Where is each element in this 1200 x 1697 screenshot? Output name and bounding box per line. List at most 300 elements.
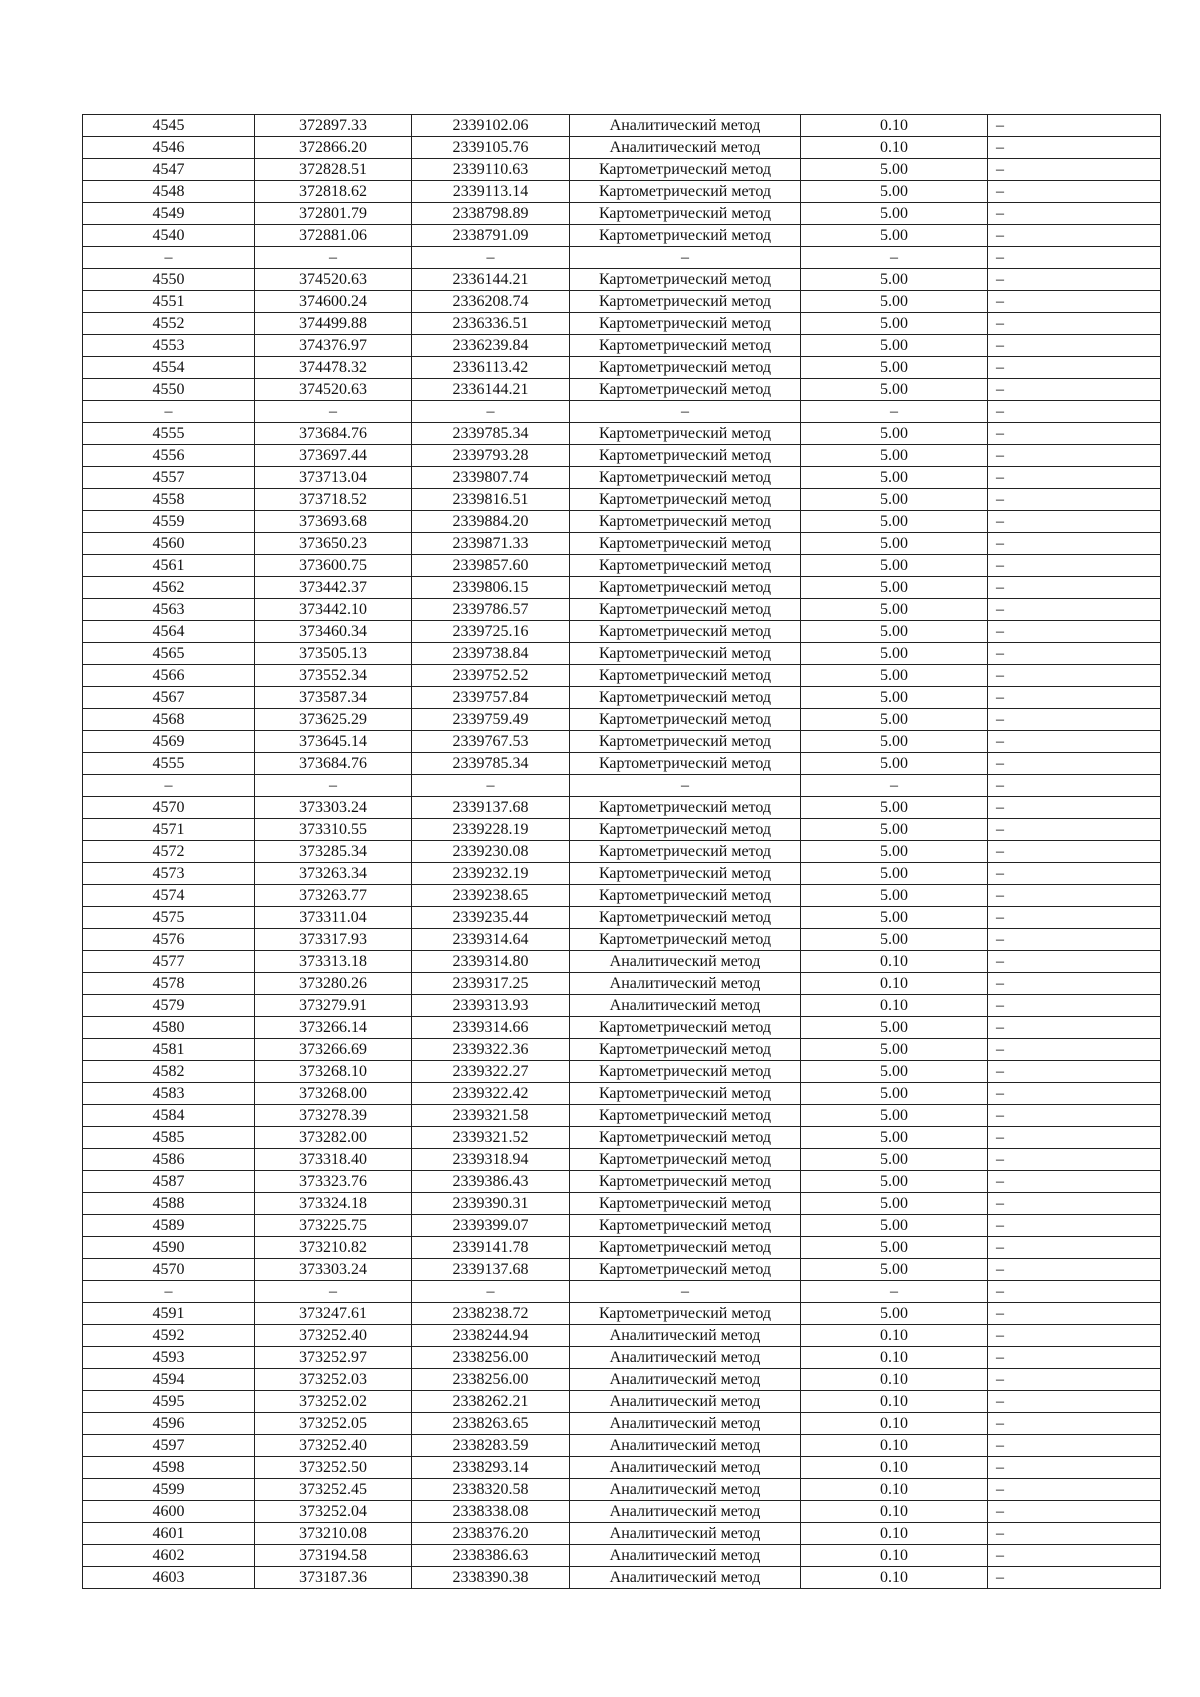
note-cell: – bbox=[988, 1325, 1161, 1347]
note-cell: – bbox=[988, 1303, 1161, 1325]
point-number-cell: 4585 bbox=[83, 1127, 255, 1149]
accuracy-cell: 5.00 bbox=[801, 203, 988, 225]
x-coordinate-cell: 372828.51 bbox=[255, 159, 412, 181]
accuracy-cell: 0.10 bbox=[801, 973, 988, 995]
point-number-cell: 4591 bbox=[83, 1303, 255, 1325]
table-row bbox=[83, 863, 1161, 885]
accuracy-cell: 5.00 bbox=[801, 269, 988, 291]
y-coordinate-cell: – bbox=[412, 1281, 570, 1303]
accuracy-cell: 5.00 bbox=[801, 1259, 988, 1281]
point-number-cell: 4549 bbox=[83, 203, 255, 225]
method-cell: Картометрический метод bbox=[570, 863, 801, 885]
method-cell: Картометрический метод bbox=[570, 1127, 801, 1149]
table-row bbox=[83, 1369, 1161, 1391]
accuracy-cell: 5.00 bbox=[801, 291, 988, 313]
x-coordinate-cell: 373263.77 bbox=[255, 885, 412, 907]
table-row bbox=[83, 1237, 1161, 1259]
note-cell: – bbox=[988, 335, 1161, 357]
y-coordinate-cell: 2338320.58 bbox=[412, 1479, 570, 1501]
accuracy-cell: 5.00 bbox=[801, 1039, 988, 1061]
method-cell: Аналитический метод bbox=[570, 1545, 801, 1567]
x-coordinate-cell: 373252.03 bbox=[255, 1369, 412, 1391]
note-cell: – bbox=[988, 841, 1161, 863]
note-cell: – bbox=[988, 1347, 1161, 1369]
x-coordinate-cell: 372818.62 bbox=[255, 181, 412, 203]
table-row bbox=[83, 753, 1161, 775]
point-number-cell: 4563 bbox=[83, 599, 255, 621]
method-cell: Картометрический метод bbox=[570, 269, 801, 291]
point-number-cell: 4588 bbox=[83, 1193, 255, 1215]
x-coordinate-cell: 373718.52 bbox=[255, 489, 412, 511]
method-cell: Аналитический метод bbox=[570, 1347, 801, 1369]
table-row bbox=[83, 1105, 1161, 1127]
method-cell: Аналитический метод bbox=[570, 1501, 801, 1523]
table-row bbox=[83, 1501, 1161, 1523]
table-row bbox=[83, 885, 1161, 907]
point-number-cell: 4579 bbox=[83, 995, 255, 1017]
y-coordinate-cell: 2338262.21 bbox=[412, 1391, 570, 1413]
note-cell: – bbox=[988, 951, 1161, 973]
note-cell: – bbox=[988, 973, 1161, 995]
point-number-cell: 4575 bbox=[83, 907, 255, 929]
point-number-cell: – bbox=[83, 1281, 255, 1303]
x-coordinate-cell: 373268.10 bbox=[255, 1061, 412, 1083]
table-row bbox=[83, 1083, 1161, 1105]
note-cell: – bbox=[988, 1237, 1161, 1259]
note-cell: – bbox=[988, 1567, 1161, 1589]
table-row bbox=[83, 1259, 1161, 1281]
note-cell: – bbox=[988, 1083, 1161, 1105]
point-number-cell: 4550 bbox=[83, 269, 255, 291]
method-cell: Картометрический метод bbox=[570, 1237, 801, 1259]
x-coordinate-cell: 373279.91 bbox=[255, 995, 412, 1017]
note-cell: – bbox=[988, 731, 1161, 753]
accuracy-cell: 5.00 bbox=[801, 1017, 988, 1039]
method-cell: Аналитический метод bbox=[570, 951, 801, 973]
x-coordinate-cell: 373187.36 bbox=[255, 1567, 412, 1589]
accuracy-cell: 5.00 bbox=[801, 819, 988, 841]
note-cell: – bbox=[988, 599, 1161, 621]
accuracy-cell: 0.10 bbox=[801, 995, 988, 1017]
note-cell: – bbox=[988, 489, 1161, 511]
table-row bbox=[83, 1523, 1161, 1545]
method-cell: Картометрический метод bbox=[570, 511, 801, 533]
x-coordinate-cell: 373210.08 bbox=[255, 1523, 412, 1545]
note-cell: – bbox=[988, 511, 1161, 533]
method-cell: Картометрический метод bbox=[570, 445, 801, 467]
x-coordinate-cell: 374600.24 bbox=[255, 291, 412, 313]
accuracy-cell: 5.00 bbox=[801, 533, 988, 555]
note-cell: – bbox=[988, 357, 1161, 379]
y-coordinate-cell: 2338256.00 bbox=[412, 1347, 570, 1369]
note-cell: – bbox=[988, 1413, 1161, 1435]
x-coordinate-cell: 373323.76 bbox=[255, 1171, 412, 1193]
accuracy-cell: 5.00 bbox=[801, 599, 988, 621]
point-number-cell: 4551 bbox=[83, 291, 255, 313]
note-cell: – bbox=[988, 1061, 1161, 1083]
x-coordinate-cell: 373285.34 bbox=[255, 841, 412, 863]
note-cell: – bbox=[988, 1259, 1161, 1281]
y-coordinate-cell: 2339785.34 bbox=[412, 753, 570, 775]
y-coordinate-cell: 2339137.68 bbox=[412, 1259, 570, 1281]
point-number-cell: 4555 bbox=[83, 753, 255, 775]
method-cell: Аналитический метод bbox=[570, 1413, 801, 1435]
coordinates-table-body bbox=[83, 115, 1161, 1589]
table-row bbox=[83, 335, 1161, 357]
note-cell: – bbox=[988, 467, 1161, 489]
x-coordinate-cell: 373442.37 bbox=[255, 577, 412, 599]
table-row bbox=[83, 555, 1161, 577]
x-coordinate-cell: 373263.34 bbox=[255, 863, 412, 885]
x-coordinate-cell: 374478.32 bbox=[255, 357, 412, 379]
accuracy-cell: 0.10 bbox=[801, 1435, 988, 1457]
point-number-cell: 4587 bbox=[83, 1171, 255, 1193]
table-row bbox=[83, 137, 1161, 159]
method-cell: Аналитический метод bbox=[570, 1523, 801, 1545]
table-row bbox=[83, 159, 1161, 181]
point-number-cell: 4603 bbox=[83, 1567, 255, 1589]
table-row bbox=[83, 313, 1161, 335]
table-row bbox=[83, 643, 1161, 665]
table-row bbox=[83, 181, 1161, 203]
accuracy-cell: 5.00 bbox=[801, 577, 988, 599]
table-row bbox=[83, 665, 1161, 687]
point-number-cell: 4580 bbox=[83, 1017, 255, 1039]
method-cell: Аналитический метод bbox=[570, 1325, 801, 1347]
table-row bbox=[83, 1545, 1161, 1567]
table-row bbox=[83, 951, 1161, 973]
point-number-cell: 4546 bbox=[83, 137, 255, 159]
note-cell: – bbox=[988, 885, 1161, 907]
point-number-cell: 4561 bbox=[83, 555, 255, 577]
y-coordinate-cell: 2339314.64 bbox=[412, 929, 570, 951]
table-row bbox=[83, 511, 1161, 533]
accuracy-cell: 5.00 bbox=[801, 841, 988, 863]
x-coordinate-cell: 372881.06 bbox=[255, 225, 412, 247]
method-cell: Картометрический метод bbox=[570, 841, 801, 863]
note-cell: – bbox=[988, 379, 1161, 401]
note-cell: – bbox=[988, 1039, 1161, 1061]
accuracy-cell: 0.10 bbox=[801, 951, 988, 973]
y-coordinate-cell: 2339322.27 bbox=[412, 1061, 570, 1083]
point-number-cell: 4574 bbox=[83, 885, 255, 907]
point-number-cell: 4570 bbox=[83, 1259, 255, 1281]
y-coordinate-cell: 2339738.84 bbox=[412, 643, 570, 665]
table-row bbox=[83, 1347, 1161, 1369]
accuracy-cell: 0.10 bbox=[801, 1545, 988, 1567]
accuracy-cell: 0.10 bbox=[801, 115, 988, 137]
method-cell: – bbox=[570, 775, 801, 797]
method-cell: Картометрический метод bbox=[570, 709, 801, 731]
y-coordinate-cell: 2336239.84 bbox=[412, 335, 570, 357]
point-number-cell: 4570 bbox=[83, 797, 255, 819]
method-cell: Картометрический метод bbox=[570, 555, 801, 577]
accuracy-cell: 5.00 bbox=[801, 687, 988, 709]
table-row bbox=[83, 1149, 1161, 1171]
y-coordinate-cell: 2339725.16 bbox=[412, 621, 570, 643]
point-number-cell: 4581 bbox=[83, 1039, 255, 1061]
table-row bbox=[83, 401, 1161, 423]
point-number-cell: 4602 bbox=[83, 1545, 255, 1567]
method-cell: Картометрический метод bbox=[570, 885, 801, 907]
x-coordinate-cell: 373247.61 bbox=[255, 1303, 412, 1325]
method-cell: Картометрический метод bbox=[570, 1215, 801, 1237]
note-cell: – bbox=[988, 225, 1161, 247]
x-coordinate-cell: 373587.34 bbox=[255, 687, 412, 709]
y-coordinate-cell: 2339806.15 bbox=[412, 577, 570, 599]
method-cell: Аналитический метод bbox=[570, 115, 801, 137]
y-coordinate-cell: 2338798.89 bbox=[412, 203, 570, 225]
accuracy-cell: 5.00 bbox=[801, 1061, 988, 1083]
table-row bbox=[83, 599, 1161, 621]
accuracy-cell: 5.00 bbox=[801, 907, 988, 929]
note-cell: – bbox=[988, 1435, 1161, 1457]
method-cell: Картометрический метод bbox=[570, 313, 801, 335]
x-coordinate-cell: 373324.18 bbox=[255, 1193, 412, 1215]
note-cell: – bbox=[988, 313, 1161, 335]
y-coordinate-cell: 2336144.21 bbox=[412, 269, 570, 291]
table-row bbox=[83, 731, 1161, 753]
y-coordinate-cell: 2339759.49 bbox=[412, 709, 570, 731]
point-number-cell: 4567 bbox=[83, 687, 255, 709]
accuracy-cell: 5.00 bbox=[801, 423, 988, 445]
table-row bbox=[83, 709, 1161, 731]
accuracy-cell: 5.00 bbox=[801, 467, 988, 489]
y-coordinate-cell: – bbox=[412, 775, 570, 797]
note-cell: – bbox=[988, 533, 1161, 555]
method-cell: – bbox=[570, 401, 801, 423]
accuracy-cell: 5.00 bbox=[801, 665, 988, 687]
y-coordinate-cell: 2338386.63 bbox=[412, 1545, 570, 1567]
point-number-cell: 4553 bbox=[83, 335, 255, 357]
table-row bbox=[83, 1413, 1161, 1435]
table-row bbox=[83, 269, 1161, 291]
method-cell: Аналитический метод bbox=[570, 1567, 801, 1589]
method-cell: Картометрический метод bbox=[570, 1259, 801, 1281]
method-cell: Картометрический метод bbox=[570, 533, 801, 555]
y-coordinate-cell: 2339321.58 bbox=[412, 1105, 570, 1127]
x-coordinate-cell: 373650.23 bbox=[255, 533, 412, 555]
method-cell: Картометрический метод bbox=[570, 159, 801, 181]
accuracy-cell: 5.00 bbox=[801, 445, 988, 467]
method-cell: Картометрический метод bbox=[570, 687, 801, 709]
x-coordinate-cell: 373210.82 bbox=[255, 1237, 412, 1259]
x-coordinate-cell: 373268.00 bbox=[255, 1083, 412, 1105]
table-row bbox=[83, 533, 1161, 555]
note-cell: – bbox=[988, 665, 1161, 687]
method-cell: Картометрический метод bbox=[570, 819, 801, 841]
x-coordinate-cell: 373600.75 bbox=[255, 555, 412, 577]
y-coordinate-cell: 2339102.06 bbox=[412, 115, 570, 137]
x-coordinate-cell: 373713.04 bbox=[255, 467, 412, 489]
accuracy-cell: 0.10 bbox=[801, 1523, 988, 1545]
method-cell: Картометрический метод bbox=[570, 577, 801, 599]
x-coordinate-cell: 373252.05 bbox=[255, 1413, 412, 1435]
x-coordinate-cell: – bbox=[255, 775, 412, 797]
y-coordinate-cell: 2339137.68 bbox=[412, 797, 570, 819]
accuracy-cell: 5.00 bbox=[801, 621, 988, 643]
method-cell: Картометрический метод bbox=[570, 225, 801, 247]
y-coordinate-cell: 2339399.07 bbox=[412, 1215, 570, 1237]
y-coordinate-cell: 2338390.38 bbox=[412, 1567, 570, 1589]
note-cell: – bbox=[988, 269, 1161, 291]
point-number-cell: 4565 bbox=[83, 643, 255, 665]
method-cell: Картометрический метод bbox=[570, 731, 801, 753]
method-cell: Картометрический метод bbox=[570, 621, 801, 643]
y-coordinate-cell: 2339871.33 bbox=[412, 533, 570, 555]
x-coordinate-cell: 373252.50 bbox=[255, 1457, 412, 1479]
y-coordinate-cell: 2339390.31 bbox=[412, 1193, 570, 1215]
point-number-cell: 4577 bbox=[83, 951, 255, 973]
accuracy-cell: 5.00 bbox=[801, 643, 988, 665]
table-row bbox=[83, 1127, 1161, 1149]
accuracy-cell: 5.00 bbox=[801, 159, 988, 181]
point-number-cell: 4583 bbox=[83, 1083, 255, 1105]
x-coordinate-cell: 373505.13 bbox=[255, 643, 412, 665]
table-row bbox=[83, 445, 1161, 467]
x-coordinate-cell: 373252.40 bbox=[255, 1435, 412, 1457]
accuracy-cell: 5.00 bbox=[801, 1105, 988, 1127]
table-row bbox=[83, 995, 1161, 1017]
method-cell: Картометрический метод bbox=[570, 1083, 801, 1105]
note-cell: – bbox=[988, 291, 1161, 313]
x-coordinate-cell: 374520.63 bbox=[255, 379, 412, 401]
note-cell: – bbox=[988, 775, 1161, 797]
note-cell: – bbox=[988, 995, 1161, 1017]
table-row bbox=[83, 467, 1161, 489]
y-coordinate-cell: 2339857.60 bbox=[412, 555, 570, 577]
y-coordinate-cell: 2339141.78 bbox=[412, 1237, 570, 1259]
note-cell: – bbox=[988, 687, 1161, 709]
note-cell: – bbox=[988, 203, 1161, 225]
note-cell: – bbox=[988, 1545, 1161, 1567]
note-cell: – bbox=[988, 1501, 1161, 1523]
method-cell: Картометрический метод bbox=[570, 203, 801, 225]
note-cell: – bbox=[988, 1149, 1161, 1171]
y-coordinate-cell: 2338283.59 bbox=[412, 1435, 570, 1457]
x-coordinate-cell: 372801.79 bbox=[255, 203, 412, 225]
method-cell: Картометрический метод bbox=[570, 907, 801, 929]
x-coordinate-cell: 373697.44 bbox=[255, 445, 412, 467]
y-coordinate-cell: 2336336.51 bbox=[412, 313, 570, 335]
table-row bbox=[83, 907, 1161, 929]
y-coordinate-cell: 2339884.20 bbox=[412, 511, 570, 533]
point-number-cell: 4556 bbox=[83, 445, 255, 467]
point-number-cell: 4548 bbox=[83, 181, 255, 203]
table-row bbox=[83, 1479, 1161, 1501]
y-coordinate-cell: 2336144.21 bbox=[412, 379, 570, 401]
x-coordinate-cell: 373252.45 bbox=[255, 1479, 412, 1501]
accuracy-cell: – bbox=[801, 401, 988, 423]
y-coordinate-cell: 2339386.43 bbox=[412, 1171, 570, 1193]
table-row bbox=[83, 357, 1161, 379]
x-coordinate-cell: 373252.40 bbox=[255, 1325, 412, 1347]
point-number-cell: 4590 bbox=[83, 1237, 255, 1259]
point-number-cell: – bbox=[83, 247, 255, 269]
y-coordinate-cell: – bbox=[412, 247, 570, 269]
method-cell: Картометрический метод bbox=[570, 1149, 801, 1171]
accuracy-cell: 5.00 bbox=[801, 797, 988, 819]
y-coordinate-cell: – bbox=[412, 401, 570, 423]
point-number-cell: 4584 bbox=[83, 1105, 255, 1127]
note-cell: – bbox=[988, 621, 1161, 643]
method-cell: Аналитический метод bbox=[570, 137, 801, 159]
x-coordinate-cell: 373684.76 bbox=[255, 423, 412, 445]
point-number-cell: 4557 bbox=[83, 467, 255, 489]
point-number-cell: 4594 bbox=[83, 1369, 255, 1391]
note-cell: – bbox=[988, 643, 1161, 665]
accuracy-cell: 5.00 bbox=[801, 1083, 988, 1105]
table-row bbox=[83, 225, 1161, 247]
accuracy-cell: 5.00 bbox=[801, 929, 988, 951]
x-coordinate-cell: 373310.55 bbox=[255, 819, 412, 841]
x-coordinate-cell: – bbox=[255, 247, 412, 269]
x-coordinate-cell: 372866.20 bbox=[255, 137, 412, 159]
point-number-cell: 4573 bbox=[83, 863, 255, 885]
table-row bbox=[83, 1457, 1161, 1479]
method-cell: Картометрический метод bbox=[570, 643, 801, 665]
method-cell: Картометрический метод bbox=[570, 379, 801, 401]
point-number-cell: 4552 bbox=[83, 313, 255, 335]
method-cell: – bbox=[570, 1281, 801, 1303]
table-row bbox=[83, 423, 1161, 445]
method-cell: Картометрический метод bbox=[570, 423, 801, 445]
accuracy-cell: 5.00 bbox=[801, 379, 988, 401]
y-coordinate-cell: 2339110.63 bbox=[412, 159, 570, 181]
y-coordinate-cell: 2339317.25 bbox=[412, 973, 570, 995]
y-coordinate-cell: 2339807.74 bbox=[412, 467, 570, 489]
x-coordinate-cell: 373317.93 bbox=[255, 929, 412, 951]
y-coordinate-cell: 2339752.52 bbox=[412, 665, 570, 687]
accuracy-cell: 5.00 bbox=[801, 1237, 988, 1259]
x-coordinate-cell: 373303.24 bbox=[255, 797, 412, 819]
x-coordinate-cell: – bbox=[255, 1281, 412, 1303]
y-coordinate-cell: 2339785.34 bbox=[412, 423, 570, 445]
method-cell: Картометрический метод bbox=[570, 1193, 801, 1215]
x-coordinate-cell: 373266.14 bbox=[255, 1017, 412, 1039]
table-row bbox=[83, 1435, 1161, 1457]
note-cell: – bbox=[988, 115, 1161, 137]
method-cell: Аналитический метод bbox=[570, 1435, 801, 1457]
note-cell: – bbox=[988, 1215, 1161, 1237]
note-cell: – bbox=[988, 1281, 1161, 1303]
method-cell: Аналитический метод bbox=[570, 995, 801, 1017]
x-coordinate-cell: 373645.14 bbox=[255, 731, 412, 753]
x-coordinate-cell: 373280.26 bbox=[255, 973, 412, 995]
point-number-cell: 4572 bbox=[83, 841, 255, 863]
accuracy-cell: 0.10 bbox=[801, 1391, 988, 1413]
accuracy-cell: 0.10 bbox=[801, 1479, 988, 1501]
y-coordinate-cell: 2339767.53 bbox=[412, 731, 570, 753]
note-cell: – bbox=[988, 1523, 1161, 1545]
accuracy-cell: 5.00 bbox=[801, 1303, 988, 1325]
note-cell: – bbox=[988, 797, 1161, 819]
y-coordinate-cell: 2339105.76 bbox=[412, 137, 570, 159]
x-coordinate-cell: 373442.10 bbox=[255, 599, 412, 621]
note-cell: – bbox=[988, 709, 1161, 731]
y-coordinate-cell: 2339235.44 bbox=[412, 907, 570, 929]
x-coordinate-cell: 373313.18 bbox=[255, 951, 412, 973]
x-coordinate-cell: 373552.34 bbox=[255, 665, 412, 687]
table-row bbox=[83, 115, 1161, 137]
y-coordinate-cell: 2338293.14 bbox=[412, 1457, 570, 1479]
point-number-cell: 4601 bbox=[83, 1523, 255, 1545]
note-cell: – bbox=[988, 1479, 1161, 1501]
point-number-cell: 4562 bbox=[83, 577, 255, 599]
method-cell: Аналитический метод bbox=[570, 1479, 801, 1501]
accuracy-cell: 5.00 bbox=[801, 1127, 988, 1149]
x-coordinate-cell: 373266.69 bbox=[255, 1039, 412, 1061]
